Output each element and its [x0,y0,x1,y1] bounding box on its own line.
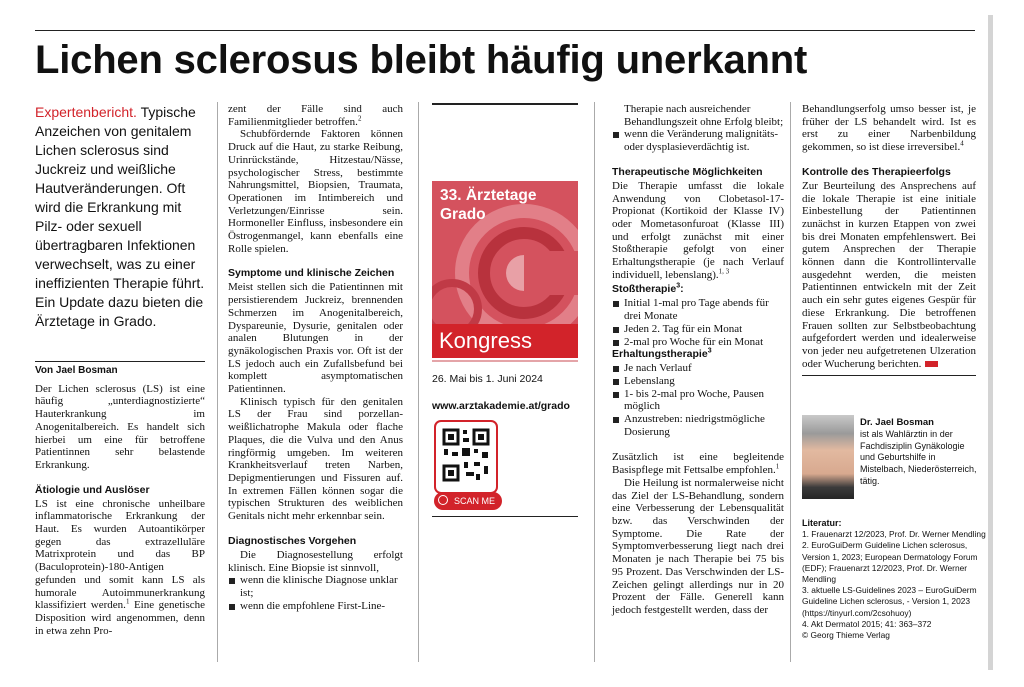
article-headline: Lichen sclerosus bleibt häufig unerkannt [35,38,808,82]
list-item: Jeden 2. Tag für ein Monat [612,323,784,336]
paragraph: LS ist eine chronische unheilbare inflammatorische Erkrankung der Haut. Es wurden Autoantikörper gegen das extrazelluläre Matrixprotein und das BP (Baculoprotein)-180-Antigen gefunden und somit kann LS als humorale Autoimmunerkrankung klassifiziert werden.$^1$ Eine genetische Disposition wird angenommen, denn in etwa zehn Pro- [35,497,206,637]
top-rule [35,30,975,31]
heading-diagnostik: Diagnostisches Vorgehen [228,534,357,547]
column-5 [802,103,976,376]
copyright: © Georg Thieme Verlag [802,630,890,641]
paragraph: Zur Beurteilung des Ansprechens auf die lokale Therapie ist eine initiale Einbestellung der Patientinnen zunächst in kurzen Etappen von zwei bis drei Monaten empfehlenswert. Bei gutem Ansprechen der Therapie können dann die Kontrollintervalle ausgedehnt werden, die meisten Patientinnen entwickeln mit der Zeit auch ein sehr gutes eigenes Gespür für diese Erkrankung. Die betroffenen Frauen sollten zur Selbstbeobachtung aufgefordert werden und idealerweise von jeder neu aufgetretenen Ulzeration oder Wucherung berichten. [802,179,976,370]
list-item: 2-mal pro Woche für ein Monat [612,336,784,349]
column-1 [35,103,205,637]
paragraph: Die Therapie umfasst die lokale Anwendung von Clobetasol-17-Propionat (Kortikoid der Klasse IV) oder Mometasonfuroat (Klasse III) und erfolgt zunächst mit einer Stoßtherapie gefolgt von einer Erhaltungstherapie (je nach Verlauf individuell, lebenslang).$^{1, 3}$ [612,179,784,281]
literature-item: 1. Frauenarzt 12/2023, Prof. Dr. Werner Mendling [802,529,986,540]
paragraph: Zusätzlich ist eine begleitende Basispflege mit Fettsalbe empfohlen.$^1$ [612,451,784,477]
heading-symptome: Symptome und klinische Zeichen [228,267,395,280]
paragraph: zent der Fälle sind auch Familienmitglieder betroffen.$^2$ [228,103,403,128]
author-bio [860,417,978,488]
literature-item: 4. Akt Dermatol 2015; 41: 363–372 [802,618,932,629]
literature-item: 2. EuroGuiDerm Guideline Lichen sclerosus, Version 1, 2023; European Dermatology Forum (EDF); Frauenarzt 12/2023, Prof. Dr. Werner Mendling [802,540,978,585]
column-divider [418,102,419,662]
column-divider [594,102,595,662]
list-item: Lebenslang [612,375,784,388]
kongress-rule [432,360,578,362]
paragraph: Schubfördernde Faktoren können Druck auf die Haut, zu starke Reibung, Urinrückstände, Hitzestau/Nässe, psychologischer Stress, bestimmte Nahrungsmittel, Biopsien, Traumata, Operationen im Intimbereich und Verletzungen/Einrisse sein. Hormoneller Einfluss, insbesondere ein Östrogenmangel, kann ebenfalls eine Rolle spielen. [228,128,403,255]
column-4 [612,103,784,617]
lead-paragraph [35,103,205,331]
heading-therapie: Therapeutische Möglichkeiten [612,165,763,178]
kongress-banner [432,324,578,358]
kongress-url[interactable]: www.arztakademie.at/grado [432,400,570,412]
lead-text: Typische Anzeichen von genitalem Lichen sclerosus sind Juckreiz und weißliche Hautveränderungen. Oft wird die Erkrankung mit Pilz- oder sexuell übertragbaren Infektionen verwechselt, was zu einer ineffizienten Therapie führt. Ein Update dazu bieten die Ärztetage in Grado. [35,104,205,329]
kongress-label: Kongress [439,328,532,353]
column-divider [217,102,218,662]
literature-item: 3. aktuelle LS-Guidelines 2023 – EuroGuiDerm Guideline Lichen sclerosus, - Version 1, 2023 (https://tinyurl.com/2csohuoy) [802,585,977,618]
scan-icon [438,495,448,505]
heading-stosstherapie: Stoßtherapie$^3$: [612,282,684,296]
heading-erhaltung: Erhaltungstherapie$^3$ [612,347,712,361]
column-2 [228,103,403,612]
heading-aetiologie: Ätiologie und Auslöser [35,483,150,496]
list-item-continued: Therapie nach ausreichender Behandlungszeit ohne Erfolg bleibt; [624,103,784,128]
page-edge [988,15,993,670]
kongress-title: 33. Ärztetage Grado [440,187,537,223]
kongress-top-rule [432,103,578,105]
scan-me-button[interactable]: SCAN ME [434,492,502,510]
list-item: Initial 1-mal pro Tage abends für drei Monate [612,297,784,322]
list-item: wenn die empfohlene First-Line- [228,600,403,613]
list-item: Je nach Verlauf [612,362,784,375]
bio-text: ist als Wahlärztin in der Fachdisziplin Gynäkologie und Geburtshilfe in Mistelbach, Niederösterreich, tätig. [860,428,977,486]
list-item: wenn die klinische Diagnose unklar ist; [228,574,403,599]
list-item: wenn die Veränderung malignitäts- oder dysplasieverdächtig ist. [612,128,784,153]
column-divider [790,102,791,662]
list-item: 1- bis 2-mal pro Woche, Pausen möglich [612,388,784,413]
qr-code-icon[interactable] [434,420,498,494]
literature-heading: Literatur: [802,518,842,528]
bio-name: Dr. Jael Bosman [860,417,934,428]
qr-pattern [436,422,496,488]
bio-rule [802,375,976,376]
end-mark [925,361,938,367]
author-photo [802,415,854,499]
paragraph: Klinisch typisch für den genitalen LS der Frau sind porzellan-weißlichatrophe Makula oder flache Plaques, die die Vulva und den Anus ringförmig umgeben. Im weiteren Krankheitsverlauf treten Narben, Depigmentierungen und Fissuren auf. In extremen Fällen können sogar die typischen Strukturen des weiblichen Genitals nicht mehr erkennbar sein. [228,395,403,523]
paragraph: Meist stellen sich die Patientinnen mit persistierendem Juckreiz, brennenden Schmerzen im Anogenitalbereich, Dyspareunie, Dysurie, genitalen oder analen Blutungen in der gynäkologischen Praxis vor. Oft ist der LS jedoch auch ein Zufallsbefund bei komplett asymptomatischen Patientinnen. [228,281,403,396]
kongress-bottom-rule [432,516,578,517]
kongress-date: 26. Mai bis 1. Juni 2024 [432,373,543,385]
lead-label: Expertenbericht. [35,104,137,120]
intro-paragraph: Der Lichen sclerosus (LS) ist eine häufig „unterdiagnostizierte“ Hauterkrankung im Anogenitalbereich. Es handelt sich hierbei um eine für betroffene Patientinnen sehr belastende Erkrankung. [35,382,205,471]
kongress-image [432,181,578,324]
author-byline: Von Jael Bosman [35,361,205,378]
paragraph: Die Diagnosestellung erfolgt klinisch. Eine Biopsie ist sinnvoll, [228,548,403,574]
list-item: Anzustreben: niedrigstmögliche Dosierung [612,413,784,438]
paragraph: Behandlungserfolg umso besser ist, je früher der LS behandelt wird. Ist es erst zu einer Narbenbildung gekommen, so ist diese irreversibel.$^4$ [802,103,976,154]
literature [802,518,987,641]
heading-kontrolle: Kontrolle des Therapieerfolgs [802,165,951,178]
paragraph: Die Heilung ist normalerweise nicht das Ziel der LS-Behandlung, sondern eine Verbesserung der Lebensqualität bzw. das Verschwinden der Symptome. Die Rate der Symptomverbesserung liegt nach drei Monaten je nach Therapie bei 75 bis 95 Prozent. Das Verschwinden der LS-Zeichen gelingt allerdings nur in 20 Prozent der Fälle. Generell kann jedoch festgestellt werden, dass der [612,476,784,616]
